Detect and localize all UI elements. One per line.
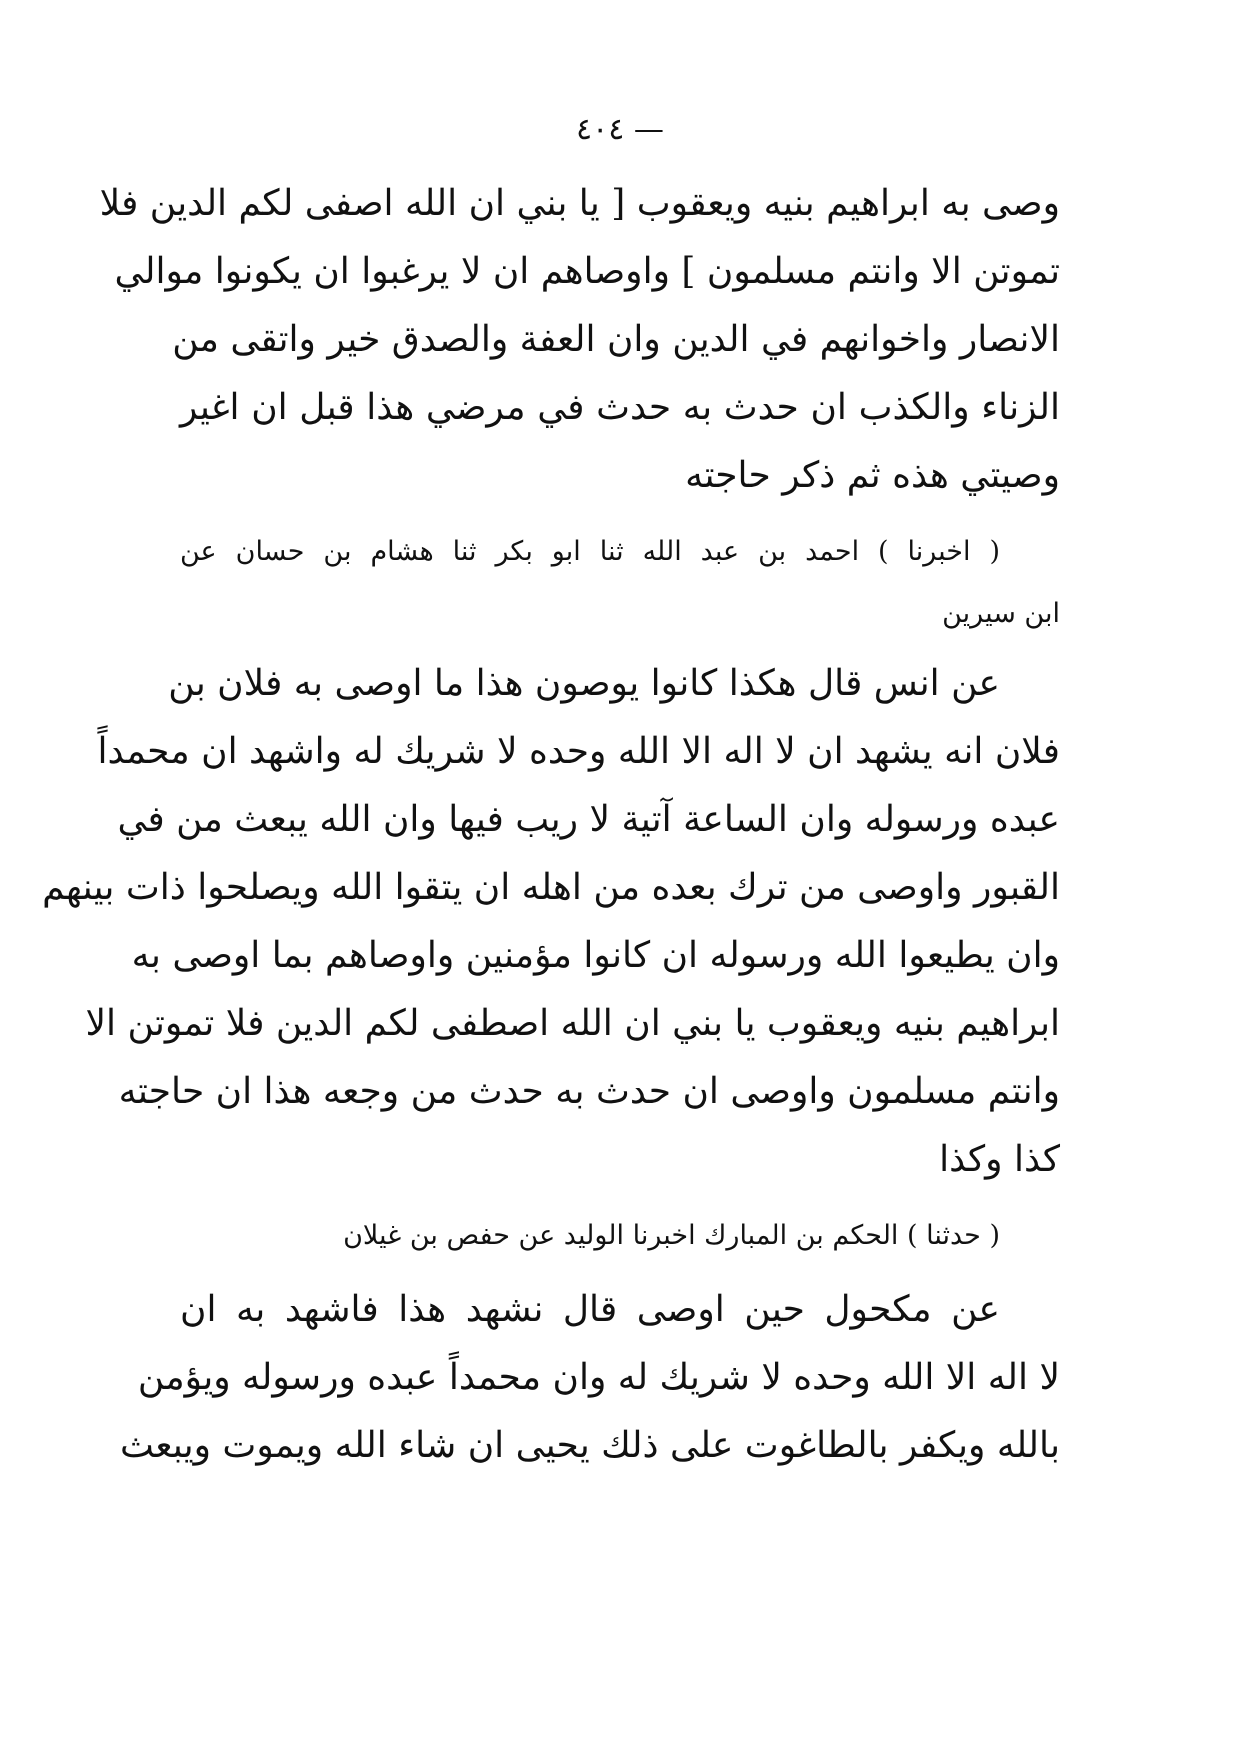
text-line: عن انس قال هكذا كانوا يوصون هذا ما اوصى به فلان بن	[168, 663, 1000, 704]
text-line: عن مكحول حين اوصى قال نشهد هذا فاشهد به ان	[180, 1289, 1000, 1330]
text-line: وان يطيعوا الله ورسوله ان كانوا مؤمنين واوصاهم بما اوصى به	[131, 935, 1060, 976]
page-number: — ٤٠٤	[576, 112, 664, 147]
text-line: وانتم مسلمون واوصى ان حدث به حدث من وجعه هذا ان حاجته	[118, 1071, 1060, 1112]
text-line: الزناء والكذب ان حدث به حدث في مرضي هذا قبل ان اغير	[180, 387, 1060, 428]
isnad-line: ( حدثنا ) الحكم بن المبارك اخبرنا الوليد عن حفص بن غيلان	[343, 1220, 1000, 1251]
text-line: كذا وكذا	[939, 1139, 1060, 1180]
text-line: الانصار واخوانهم في الدين وان العفة والصدق خير واتقى من	[172, 319, 1060, 360]
text-line: ابراهيم بنيه ويعقوب يا بني ان الله اصطفى لكم الدين فلا تموتن الا	[85, 1003, 1060, 1044]
isnad-line: ابن سيرين	[942, 598, 1060, 629]
text-line: بالله ويكفر بالطاغوت على ذلك يحيى ان شاء الله ويموت ويبعث	[120, 1425, 1060, 1466]
text-line: لا اله الا الله وحده لا شريك له وان محمداً عبده ورسوله ويؤمن	[137, 1357, 1060, 1398]
text-line: القبور واوصى من ترك بعده من اهله ان يتقوا الله ويصلحوا ذات بينهم	[42, 867, 1060, 908]
text-line: عبده ورسوله وان الساعة آتية لا ريب فيها وان الله يبعث من في	[117, 799, 1060, 840]
text-line: وصيتي هذه ثم ذكر حاجته	[685, 455, 1060, 496]
isnad-line: ( اخبرنا ) احمد بن عبد الله ثنا ابو بكر ثنا هشام بن حسان عن	[180, 536, 1000, 567]
text-line: وصى به ابراهيم بنيه ويعقوب [ يا بني ان الله اصفى لكم الدين فلا	[99, 183, 1060, 224]
text-line: تموتن الا وانتم مسلمون ] واوصاهم ان لا يرغبوا ان يكونوا موالي	[114, 251, 1060, 292]
text-line: فلان انه يشهد ان لا اله الا الله وحده لا شريك له واشهد ان محمداً	[97, 731, 1060, 772]
